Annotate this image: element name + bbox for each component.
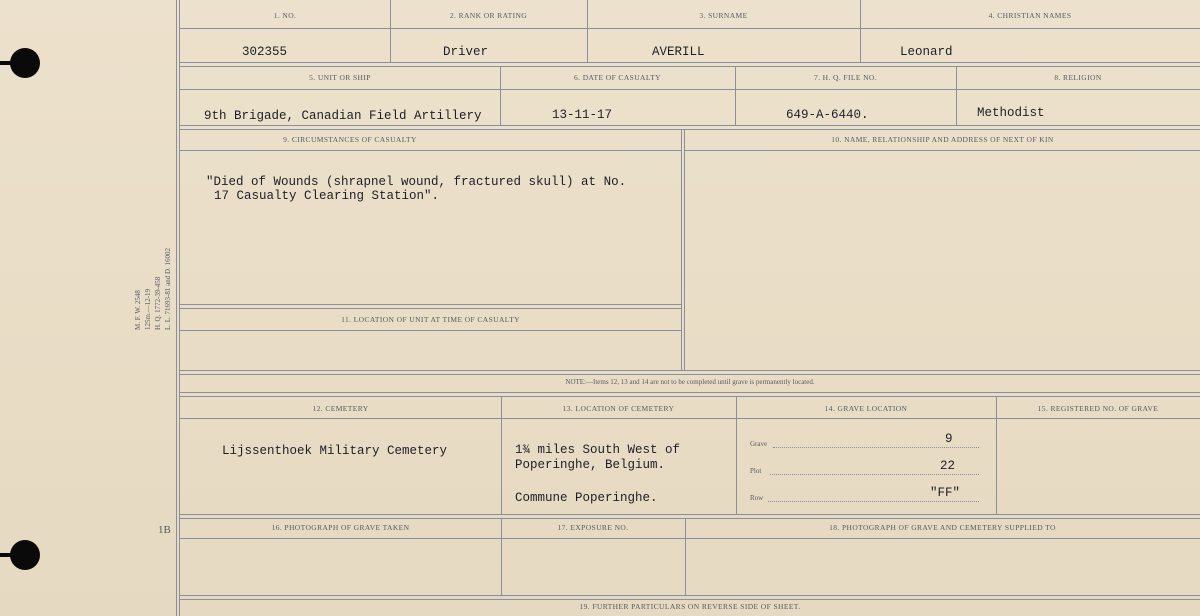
- label-location-cemetery: 13. LOCATION OF CEMETERY: [562, 404, 675, 413]
- label-cemetery: 12. CEMETERY: [312, 404, 369, 413]
- value-no: 302355: [242, 45, 288, 59]
- form-code: [133, 248, 173, 330]
- value-location-cemetery-line2: Poperinghe, Belgium.: [515, 458, 666, 472]
- form-code-line: M. F. W. 2548: [134, 290, 142, 330]
- form-code-line: L. L. 71693-81 and D. 16002: [164, 247, 172, 330]
- label-exposure: 17. EXPOSURE NO.: [557, 523, 629, 532]
- value-plot: 22: [940, 459, 956, 473]
- margin-mark: 1B: [158, 524, 171, 536]
- value-row: "FF": [930, 486, 961, 500]
- divider: [501, 396, 502, 515]
- dotted-line: [770, 474, 979, 475]
- value-date-casualty: 13-11-17: [552, 108, 613, 122]
- label-circumstances: 9. CIRCUMSTANCES OF CASUALTY: [283, 135, 417, 144]
- label-next-of-kin: 10. NAME, RELATIONSHIP AND ADDRESS OF NEXT OF KIN: [831, 135, 1054, 144]
- value-hq-file: 649-A-6440.: [786, 108, 869, 122]
- label-plot: Plot: [750, 467, 762, 475]
- label-date-casualty: 6. DATE OF CASUALTY: [574, 73, 661, 82]
- rule: [180, 150, 682, 151]
- divider: [736, 396, 737, 515]
- value-location-cemetery-line3: Commune Poperinghe.: [515, 491, 658, 505]
- label-registered-no: 15. REGISTERED NO. OF GRAVE: [1037, 404, 1159, 413]
- note-text: NOTE:—Items 12, 13 and 14 are not to be completed until grave is permanently located.: [565, 378, 815, 386]
- label-no: 1. NO.: [273, 11, 297, 20]
- punch-hole-top: [10, 48, 40, 78]
- form-code-line: 125m.—12-19: [144, 288, 152, 330]
- punch-hole-bottom: [10, 540, 40, 570]
- label-grave-location: 14. GRAVE LOCATION: [824, 404, 908, 413]
- frame-left: [176, 0, 177, 616]
- divider: [860, 0, 861, 63]
- rule: [180, 418, 1200, 419]
- rule: [180, 370, 1200, 375]
- divider: [684, 129, 685, 370]
- rule: [180, 62, 1200, 67]
- value-location-cemetery-line1: 1¾ miles South West of: [515, 443, 681, 457]
- label-location-unit: 11. LOCATION OF UNIT AT TIME OF CASUALTY: [341, 315, 520, 324]
- value-grave: 9: [945, 432, 953, 446]
- rule: [180, 125, 1200, 130]
- label-religion: 8. RELIGION: [1054, 73, 1102, 82]
- divider: [996, 396, 997, 515]
- footer-note: 19. FURTHER PARTICULARS ON REVERSE SIDE OF SHEET.: [579, 602, 801, 611]
- divider: [390, 0, 391, 63]
- label-photo-supplied: 18. PHOTOGRAPH OF GRAVE AND CEMETERY SUPPLIED TO: [829, 523, 1056, 532]
- rule: [180, 514, 1200, 519]
- rule: [685, 150, 1200, 151]
- label-photo-taken: 16. PHOTOGRAPH OF GRAVE TAKEN: [271, 523, 410, 532]
- label-unit: 5. UNIT OR SHIP: [309, 73, 371, 82]
- label-rank: 2. RANK OR RATING: [449, 11, 528, 20]
- value-unit: 9th Brigade, Canadian Field Artillery: [204, 109, 482, 123]
- label-hq-file: 7. H. Q. FILE NO.: [813, 73, 878, 82]
- value-circumstances-line2: 17 Casualty Clearing Station".: [214, 189, 440, 203]
- rule: [180, 28, 1200, 29]
- rule: [180, 330, 681, 331]
- value-cemetery: Lijssenthoek Military Cemetery: [222, 444, 448, 458]
- rule: [180, 304, 681, 309]
- rule: [180, 89, 1200, 90]
- label-grave: Grave: [750, 440, 768, 448]
- value-surname: AVERILL: [652, 45, 705, 59]
- rule: [180, 538, 1200, 539]
- label-surname: 3. SURNAME: [699, 11, 748, 20]
- value-circumstances-line1: "Died of Wounds (shrapnel wound, fractured skull) at No.: [206, 175, 627, 189]
- form-code-line: H. Q. 1772-39-458: [154, 276, 162, 330]
- divider: [681, 129, 682, 370]
- value-christian-names: Leonard: [900, 45, 953, 59]
- rule: [180, 392, 1200, 397]
- label-row: Row: [750, 494, 764, 502]
- dotted-line: [773, 447, 979, 448]
- value-rank: Driver: [443, 45, 489, 59]
- dotted-line: [768, 501, 979, 502]
- rule: [180, 595, 1200, 600]
- value-religion: Methodist: [977, 106, 1045, 120]
- divider: [587, 0, 588, 63]
- label-christian-names: 4. CHRISTIAN NAMES: [988, 11, 1072, 20]
